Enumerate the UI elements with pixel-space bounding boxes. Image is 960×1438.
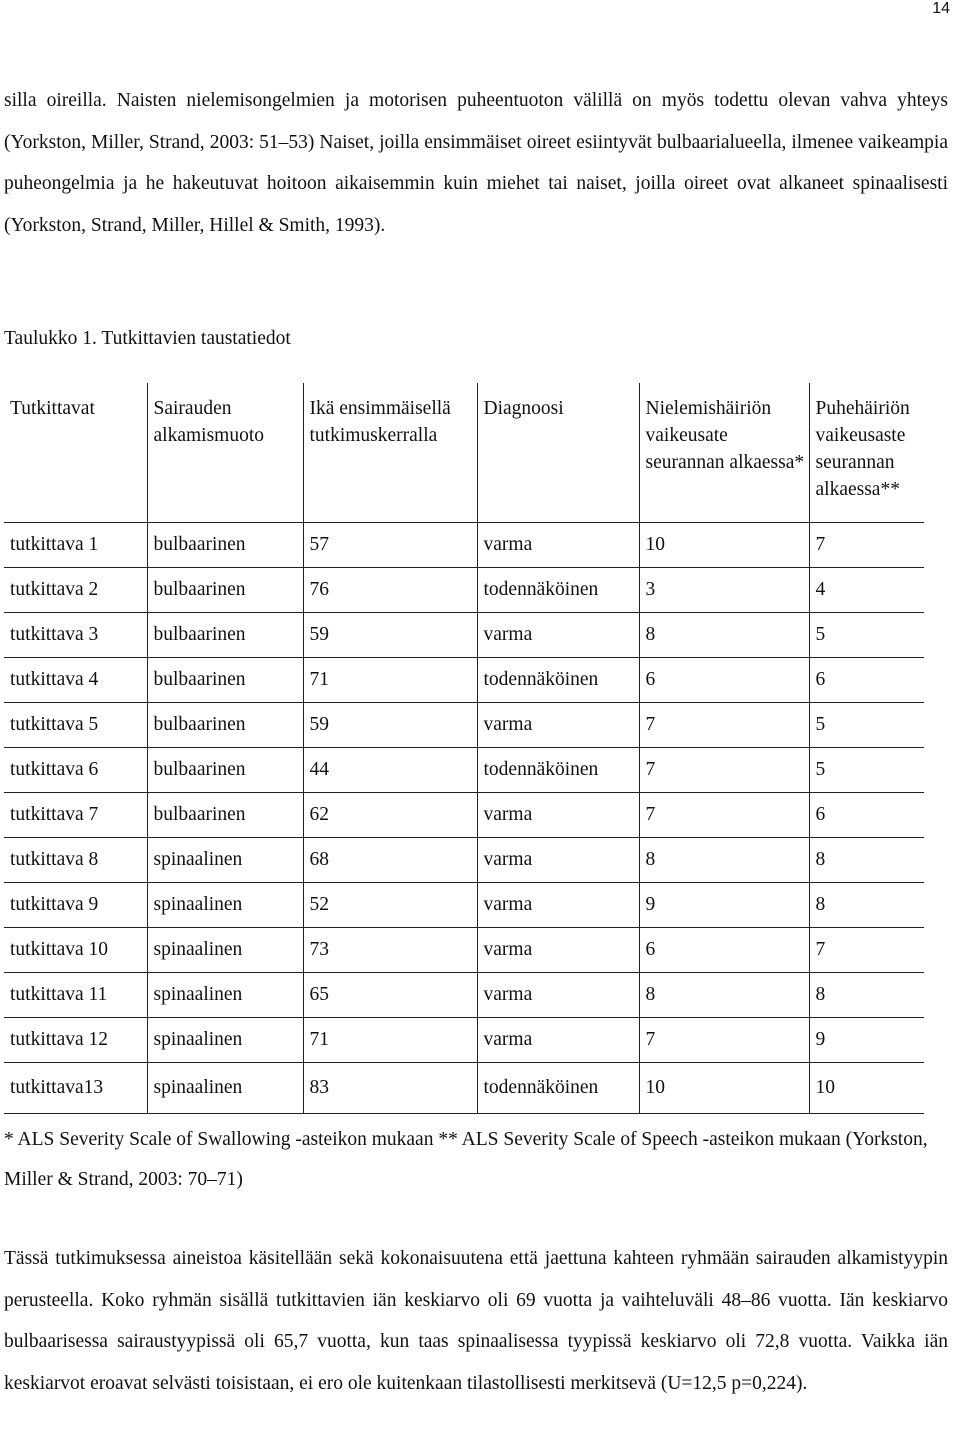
cell-onset: spinaalinen [147, 928, 303, 973]
cell-swallowing: 8 [639, 973, 809, 1018]
cell-swallowing: 6 [639, 928, 809, 973]
cell-age: 83 [303, 1063, 477, 1114]
table-row [4, 838, 924, 883]
page-number: 14 [932, 0, 950, 17]
cell-speech: 7 [809, 928, 924, 973]
cell-diagnosis: varma [477, 793, 639, 838]
cell-diagnosis: varma [477, 883, 639, 928]
cell-swallowing: 7 [639, 703, 809, 748]
cell-diagnosis: todennäköinen [477, 568, 639, 613]
cell-swallowing: 9 [639, 883, 809, 928]
table-row [4, 973, 924, 1018]
cell-diagnosis: varma [477, 1018, 639, 1063]
cell-speech: 8 [809, 973, 924, 1018]
table-footnote: * ALS Severity Scale of Swallowing -asteikon mukaan ** ALS Severity Scale of Speech -asteikon mukaan (Yorkston, Miller & Strand, 2003: 70–71) [4, 1129, 928, 1190]
cell-swallowing: 8 [639, 838, 809, 883]
cell-speech: 9 [809, 1018, 924, 1063]
table-row [4, 703, 924, 748]
table-row [4, 613, 924, 658]
cell-onset: bulbaarinen [147, 568, 303, 613]
cell-diagnosis: varma [477, 703, 639, 748]
cell-speech: 4 [809, 568, 924, 613]
cell-speech: 6 [809, 793, 924, 838]
table-caption: Taulukko 1. Tutkittavien taustatiedot [4, 328, 291, 349]
background-data-table [4, 383, 924, 1114]
cell-speech: 5 [809, 613, 924, 658]
cell-subject: tutkittava 3 [4, 613, 147, 658]
intro-paragraph: silla oireilla. Naisten nielemisongelmien ja motorisen puheentuoton välillä on myös todettu olevan vahva yhteys (Yorkston, Miller, Strand, 2003: 51–53) Naiset, joilla ensimmäiset oireet esiintyvät bulbaarialueella, ilmenee vaikeampia puheongelmia ja he hakeutuvat hoitoon aikaisemmin kuin miehet tai naiset, joilla oireet ovat alkaneet spinaalisesti (Yorkston, Strand, Miller, Hillel & Smith, 1993). [4, 90, 948, 236]
table-row [4, 1063, 924, 1114]
table-header-row [4, 383, 924, 523]
cell-diagnosis: todennäköinen [477, 1063, 639, 1114]
cell-speech: 8 [809, 883, 924, 928]
table-row [4, 928, 924, 973]
cell-age: 73 [303, 928, 477, 973]
cell-subject: tutkittava 12 [4, 1018, 147, 1063]
cell-onset: spinaalinen [147, 838, 303, 883]
cell-diagnosis: varma [477, 613, 639, 658]
table-row [4, 793, 924, 838]
cell-subject: tutkittava 4 [4, 658, 147, 703]
cell-diagnosis: varma [477, 928, 639, 973]
cell-onset: spinaalinen [147, 1018, 303, 1063]
table-row [4, 658, 924, 703]
cell-speech: 5 [809, 703, 924, 748]
cell-speech: 6 [809, 658, 924, 703]
cell-swallowing: 7 [639, 793, 809, 838]
cell-age: 71 [303, 1018, 477, 1063]
outro-paragraph: Tässä tutkimuksessa aineistoa käsitellään sekä kokonaisuutena että jaettuna kahteen ryhmään sairauden alkamistyypin perusteella. Koko ryhmän sisällä tutkittavien iän keskiarvo oli 69 vuotta ja vaihteluväli 48–86 vuotta. Iän keskiarvo bulbaarisessa sairaustyypissä oli 65,7 vuotta, kun taas spinaalisessa tyypissä keskiarvo oli 72,8 vuotta. Vaikka iän keskiarvot eroavat selvästi toisistaan, ei ero ole kuitenkaan tilastollisesti merkitsevä (U=12,5 p=0,224). [4, 1248, 948, 1394]
cell-subject: tutkittava 8 [4, 838, 147, 883]
cell-onset: bulbaarinen [147, 613, 303, 658]
cell-diagnosis: todennäköinen [477, 748, 639, 793]
cell-swallowing: 8 [639, 613, 809, 658]
cell-onset: bulbaarinen [147, 658, 303, 703]
cell-speech: 7 [809, 523, 924, 568]
cell-diagnosis: varma [477, 838, 639, 883]
cell-onset: bulbaarinen [147, 703, 303, 748]
cell-onset: bulbaarinen [147, 793, 303, 838]
cell-onset: bulbaarinen [147, 748, 303, 793]
cell-age: 71 [303, 658, 477, 703]
cell-diagnosis: varma [477, 523, 639, 568]
cell-age: 57 [303, 523, 477, 568]
header-subjects: Tutkittavat [4, 383, 147, 523]
table-row [4, 1018, 924, 1063]
cell-age: 76 [303, 568, 477, 613]
cell-age: 52 [303, 883, 477, 928]
cell-swallowing: 3 [639, 568, 809, 613]
cell-swallowing: 10 [639, 523, 809, 568]
header-age: Ikä ensimmäisellä tutkimuskerralla [303, 383, 477, 523]
cell-onset: spinaalinen [147, 883, 303, 928]
cell-diagnosis: todennäköinen [477, 658, 639, 703]
cell-age: 68 [303, 838, 477, 883]
table-row [4, 568, 924, 613]
cell-subject: tutkittava 6 [4, 748, 147, 793]
cell-subject: tutkittava13 [4, 1063, 147, 1114]
cell-age: 44 [303, 748, 477, 793]
header-onset-type: Sairauden alkamismuoto [147, 383, 303, 523]
header-swallowing-severity: Nielemishäiriön vaikeusate seurannan alkaessa* [639, 383, 809, 523]
header-speech-severity: Puhehäiriön vaikeusaste seurannan alkaessa** [809, 383, 924, 523]
cell-swallowing: 7 [639, 1018, 809, 1063]
cell-diagnosis: varma [477, 973, 639, 1018]
table-row [4, 523, 924, 568]
cell-subject: tutkittava 7 [4, 793, 147, 838]
cell-subject: tutkittava 5 [4, 703, 147, 748]
cell-swallowing: 10 [639, 1063, 809, 1114]
table-row [4, 748, 924, 793]
cell-speech: 5 [809, 748, 924, 793]
cell-speech: 8 [809, 838, 924, 883]
cell-onset: spinaalinen [147, 1063, 303, 1114]
cell-swallowing: 6 [639, 658, 809, 703]
cell-age: 59 [303, 613, 477, 658]
header-diagnosis: Diagnoosi [477, 383, 639, 523]
cell-subject: tutkittava 11 [4, 973, 147, 1018]
cell-subject: tutkittava 9 [4, 883, 147, 928]
cell-age: 65 [303, 973, 477, 1018]
cell-speech: 10 [809, 1063, 924, 1114]
cell-age: 62 [303, 793, 477, 838]
cell-swallowing: 7 [639, 748, 809, 793]
cell-subject: tutkittava 2 [4, 568, 147, 613]
cell-subject: tutkittava 1 [4, 523, 147, 568]
cell-age: 59 [303, 703, 477, 748]
cell-onset: bulbaarinen [147, 523, 303, 568]
cell-onset: spinaalinen [147, 973, 303, 1018]
table-row [4, 883, 924, 928]
cell-subject: tutkittava 10 [4, 928, 147, 973]
